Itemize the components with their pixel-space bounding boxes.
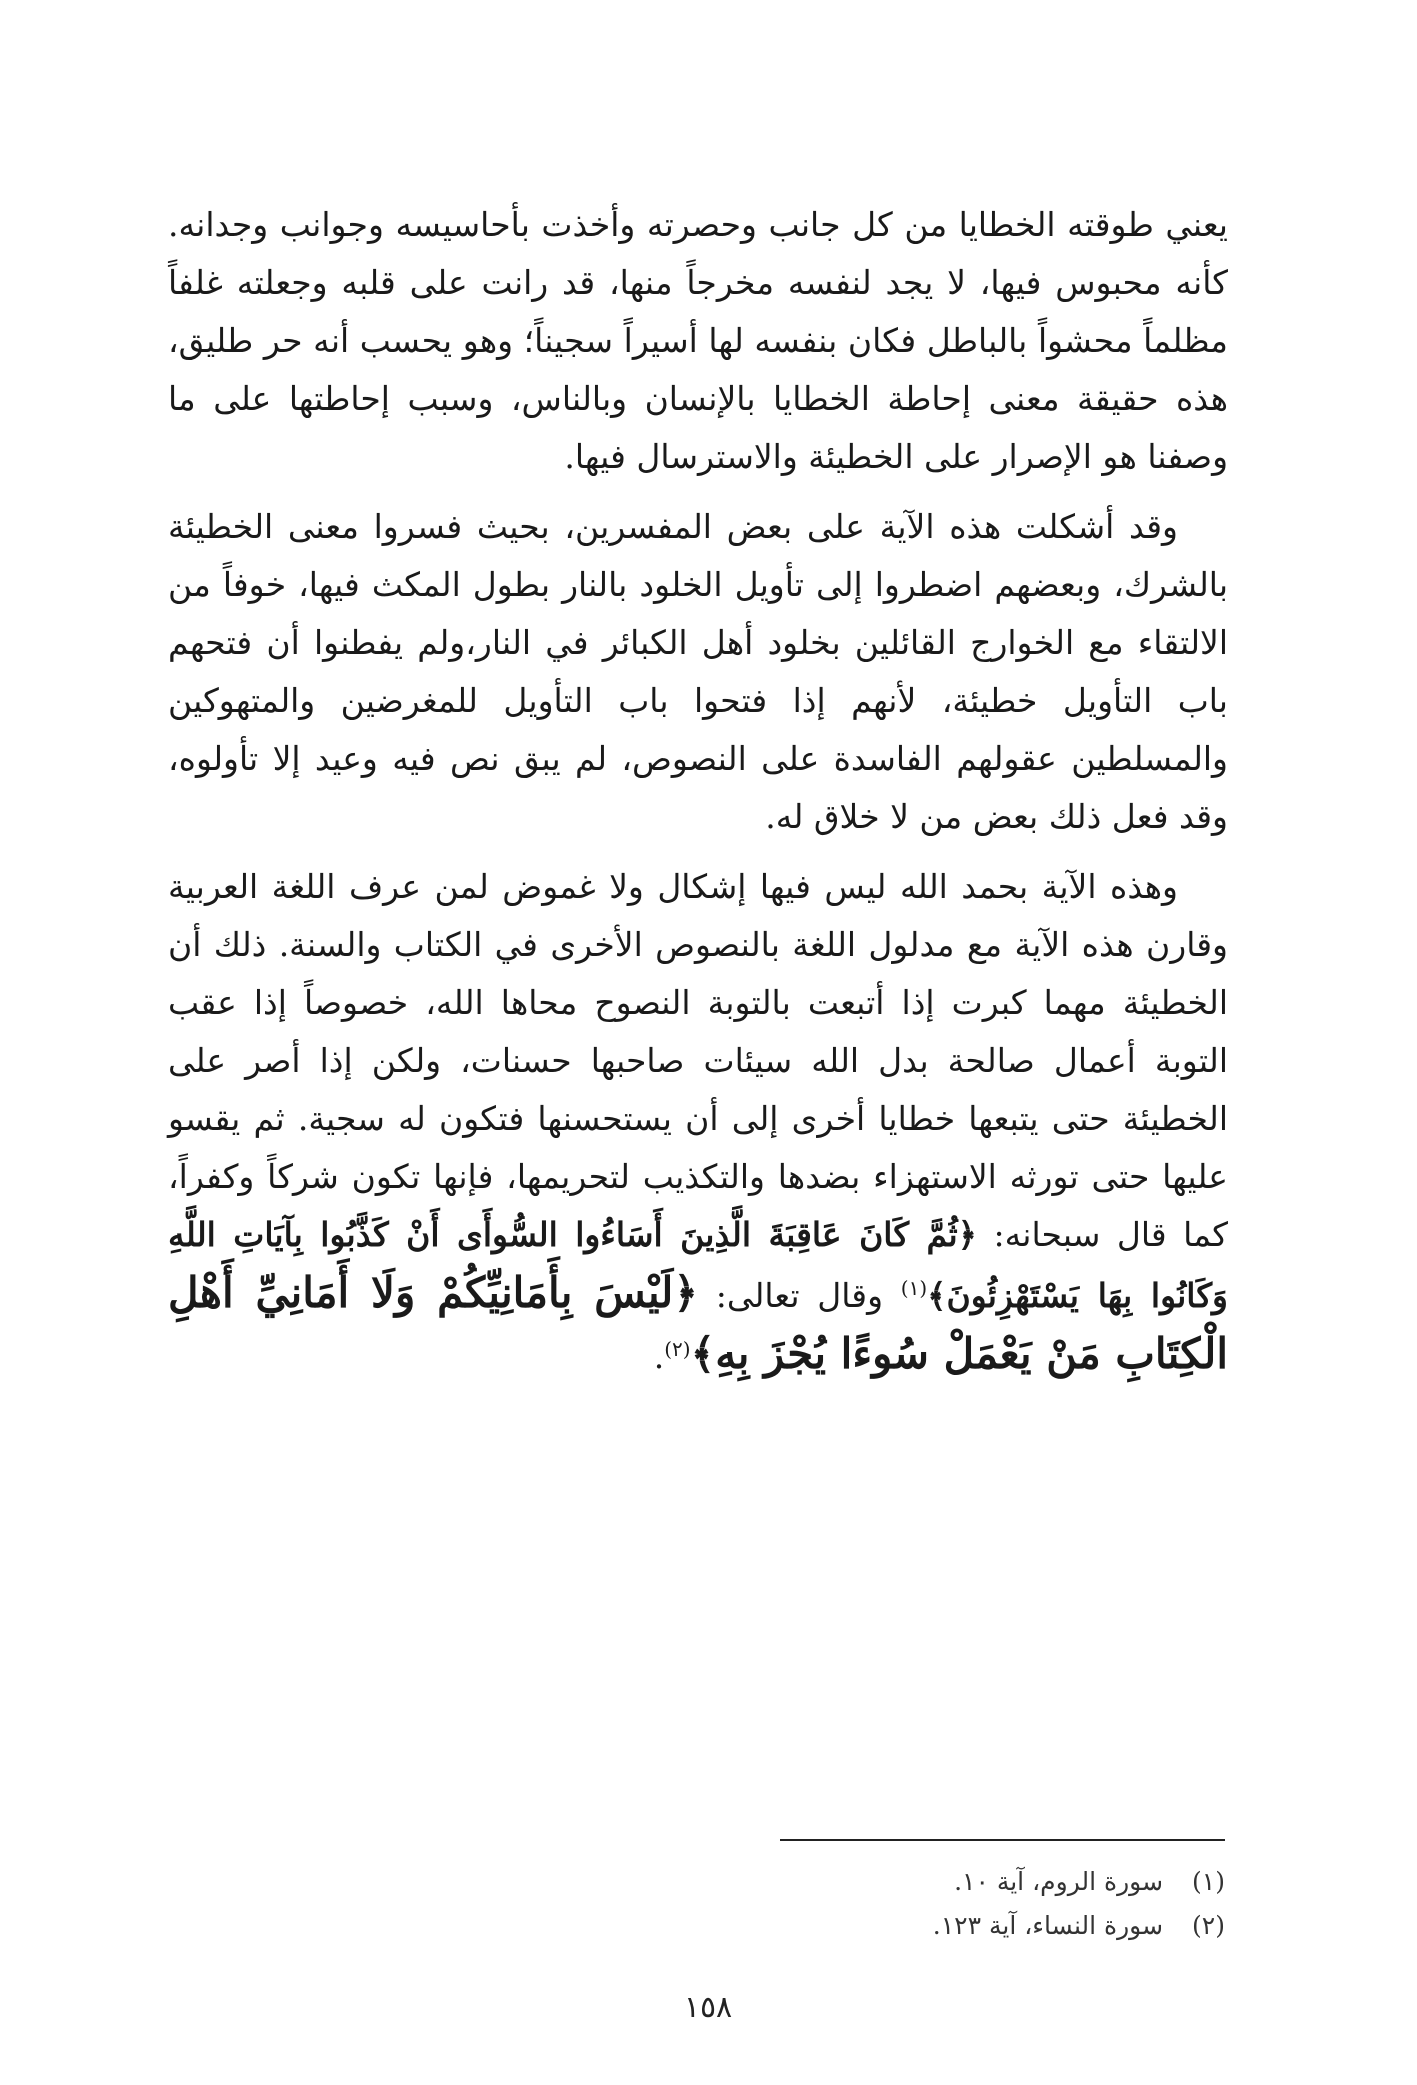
footnote-divider xyxy=(780,1839,1225,1841)
paragraph-2-text: وقد أشكلت هذه الآية على بعض المفسرين، بحيث فسروا معنى الخطيئة بالشرك، وبعضهم اضطروا إلى تأويل الخلود بالنار بطول المكث فيها، خوفاً من الالتقاء مع الخوارج القائلين بخلود أهل الكبائر في النار،ولم يفطنوا أن فتحهم باب التأويل خطيئة، لأنهم إذا فتحوا باب التأويل للمغرضين والمتهوكين والمسلطين عقولهم الفاسدة على النصوص، لم يبق نص فيه وعيد إلا تأولوه، وقد فعل ذلك بعض من لا خلاق له. xyxy=(168,507,1229,836)
footnote-1-text: سورة الروم، آية ١٠. xyxy=(954,1867,1164,1896)
footnote-2-text: سورة النساء، آية ١٢٣. xyxy=(932,1911,1164,1940)
paragraph-1 xyxy=(168,196,1228,486)
footnote-ref-2: (٢) xyxy=(664,1337,691,1361)
main-text xyxy=(168,196,1228,1398)
footnote-2-number: (٢) xyxy=(1192,1911,1225,1940)
paragraph-3-ending: . xyxy=(653,1337,665,1376)
paragraph-1-text: يعني طوقته الخطايا من كل جانب وحصرته وأخذت بأحاسيسه وجوانب وجدانه. كأنه محبوس فيها، لا يجد لنفسه مخرجاً منها، قد رانت على قلبه وجعلته غلفاً مظلماً محشواً بالباطل فكان بنفسه لها أسيراً سجيناً؛ وهو يحسب أنه حر طليق، هذه حقيقة معنى إحاطة الخطايا بالإنسان وبالناس، وسبب إحاطتها على ما وصفنا هو الإصرار على الخطيئة والاسترسال فيها. xyxy=(168,205,1228,476)
paragraph-3-text: وهذه الآية بحمد الله ليس فيها إشكال ولا غموض لمن عرف اللغة العربية وقارن هذه الآية مع مدلول اللغة بالنصوص الأخرى في الكتاب والسنة. ذلك أن الخطيئة مهما كبرت إذا أتبعت بالتوبة النصوح محاها الله، خصوصاً إذا عقب التوبة أعمال صالحة بدل الله سيئات صاحبها حسنات، ولكن إذا أصر على الخطيئة حتى يتبعها خطايا أخرى إلى أن يستحسنها فتكون له سجية. ثم يقسو عليها حتى تورثه الاستهزاء بضدها والتكذيب لتحريمها، فإنها تكون شركاً وكفراً، كما قال سبحانه: xyxy=(168,867,1229,1254)
footnote-1 xyxy=(700,1860,1225,1904)
quran-verse-nisa: ﴿لَيْسَ بِأَمَانِيِّكُمْ وَلَا أَمَانِيِّ أَهْلِ الْكِتَابِ مَنْ يَعْمَلْ سُوءًا يُجْزَ بِهِ﴾ xyxy=(168,1268,1228,1378)
paragraph-3 xyxy=(168,858,1228,1386)
quran-verse-rum: ﴿ثُمَّ كَانَ عَاقِبَةَ الَّذِينَ أَسَاءُوا السُّوأَى أَنْ كَذَّبُوا بِآيَاتِ اللَّهِ وَكَانُوا بِهَا يَسْتَهْزِئُونَ﴾ xyxy=(168,1215,1228,1315)
footnote-1-number: (١) xyxy=(1192,1867,1225,1896)
footnote-2 xyxy=(700,1904,1225,1948)
footnotes xyxy=(700,1860,1225,1948)
paragraph-2 xyxy=(168,498,1228,846)
page-number: ١٥٨ xyxy=(683,1990,733,2025)
verse-connector: وقال تعالى: xyxy=(697,1276,884,1315)
footnote-ref-1: (١) xyxy=(900,1276,928,1300)
